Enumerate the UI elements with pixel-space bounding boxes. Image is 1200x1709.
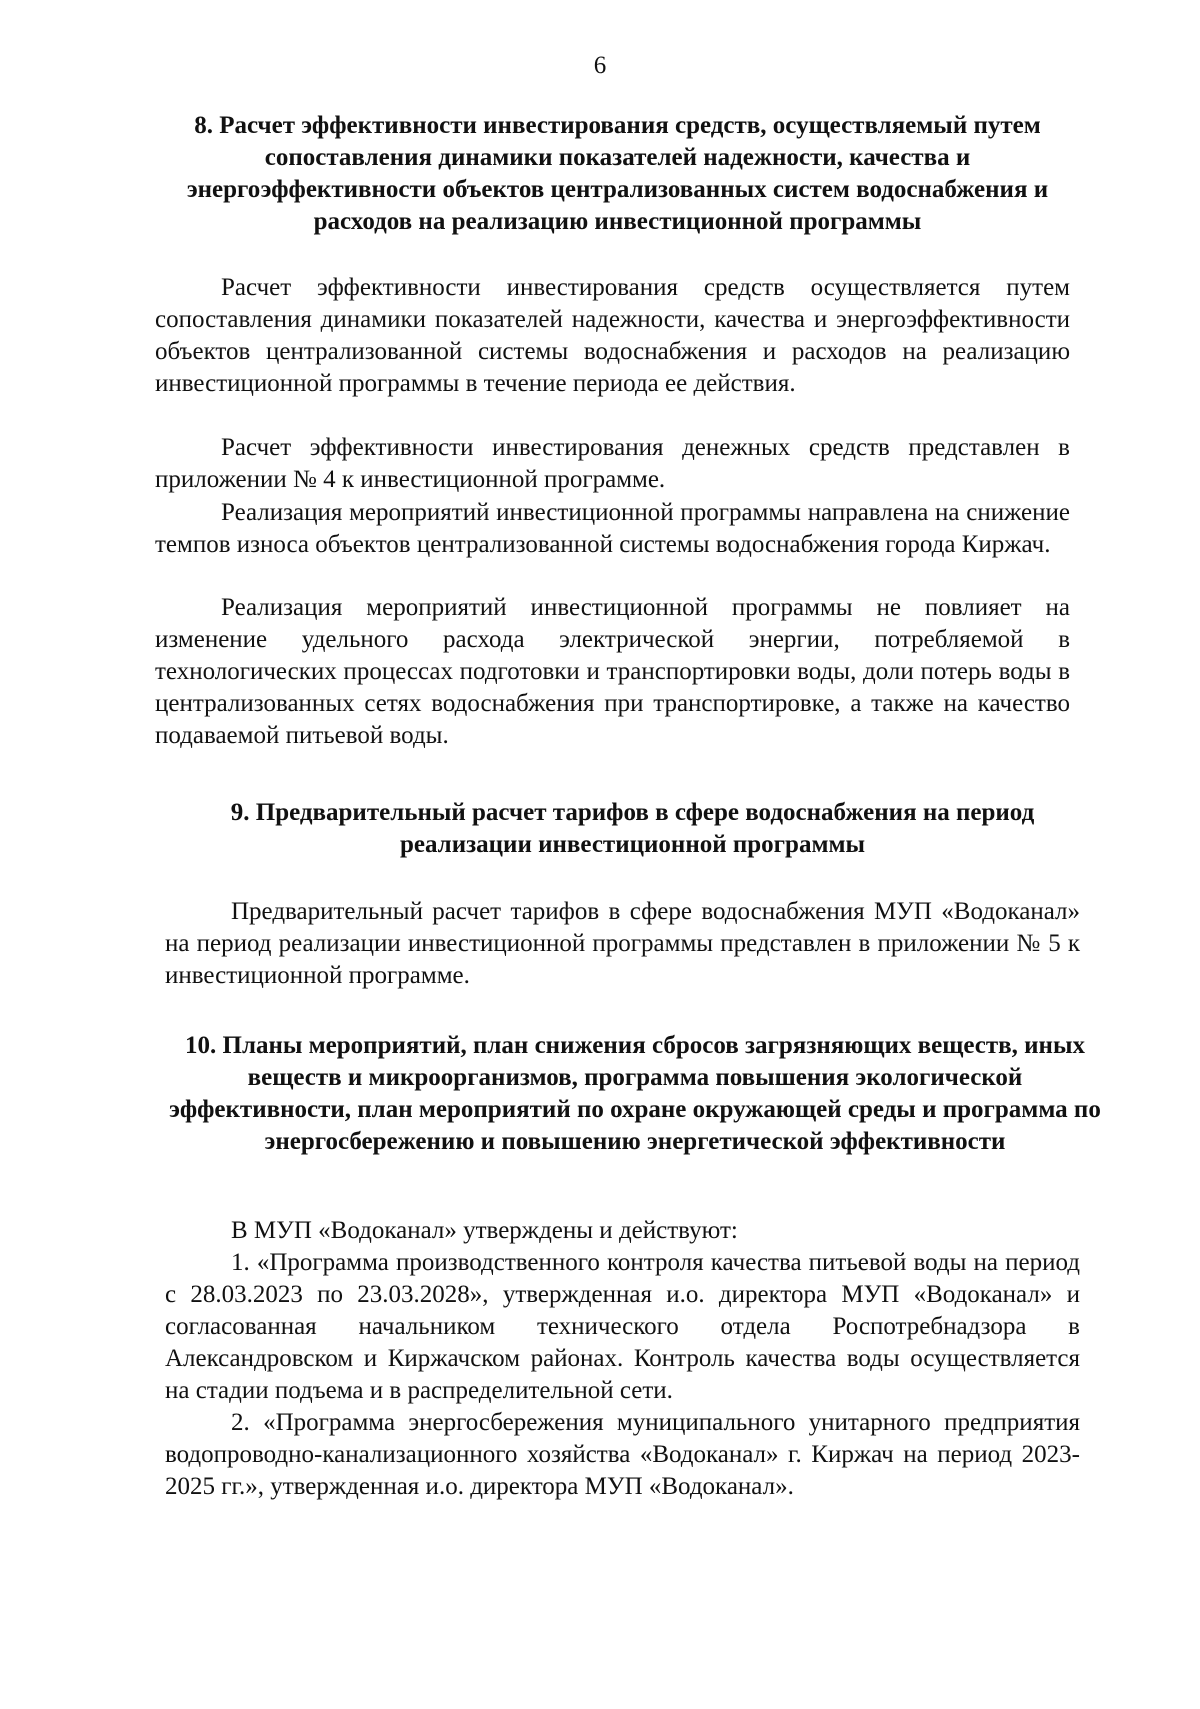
section-8-paragraph-2: Расчет эффективности инвестирования денежных средств представлен в приложении № 4 к инвестиционной программе. [155, 434, 1070, 493]
page-number: 6 [593, 52, 607, 79]
section-8-paragraph-3: Реализация мероприятий инвестиционной программы направлена на снижение темпов износа объектов централизованной системы водоснабжения города Киржач. [155, 499, 1070, 558]
section-8-heading: 8. Расчет эффективности инвестирования средств, осуществляемый путем сопоставления динамики показателей надежности, качества и энергоэффективности объектов централизованных систем водоснабжения и расходов на реализацию инвестиционной программы [186, 112, 1049, 235]
section-10-item-1: 1. «Программа производственного контроля качества питьевой воды на период с 28.03.2023 по 23.03.2028», утвержденная и.о. директора МУП «Водоканал» и согласованная начальником технического отдела Роспотребнадзора в Александровском и Киржачском районах. Контроль качества воды осуществляется на стадии подъема и в распределительной сети. [165, 1249, 1080, 1404]
section-8-paragraph-1: Расчет эффективности инвестирования средств осуществляется путем сопоставления динамики показателей надежности, качества и энергоэффективности объектов централизованной системы водоснабжения и расходов на реализацию инвестиционной программы в течение периода ее действия. [155, 274, 1070, 397]
section-10-item-2: 2. «Программа энергосбережения муниципального унитарного предприятия водопроводно-канализационного хозяйства «Водоканал» г. Киржач на период 2023-2025 гг.», утвержденная и.о. директора МУП «Водоканал». [165, 1409, 1080, 1500]
section-9-paragraph: Предварительный расчет тарифов в сфере водоснабжения МУП «Водоканал» на период реализации инвестиционной программы представлен в приложении № 5 к инвестиционной программе. [165, 898, 1080, 989]
section-9-heading: 9. Предварительный расчет тарифов в сфере водоснабжения на период реализации инвестиционной программы [230, 799, 1035, 858]
section-10-heading: 10. Планы мероприятий, план снижения сбросов загрязняющих веществ, иных веществ и микроорганизмов, программа повышения экологической эффективности, план мероприятий по охране окружающей среды и программа по энергосбережению и повышению энергетической эффективности [169, 1032, 1101, 1155]
section-8-paragraph-4: Реализация мероприятий инвестиционной программы не повлияет на изменение удельного расхода электрической энергии, потребляемой в технологических процессах подготовки и транспортировки воды, доли потерь воды в централизованных сетях водоснабжения при транспортировке, а также на качество подаваемой питьевой воды. [155, 594, 1070, 749]
section-10-intro: В МУП «Водоканал» утверждены и действуют: [231, 1217, 738, 1244]
